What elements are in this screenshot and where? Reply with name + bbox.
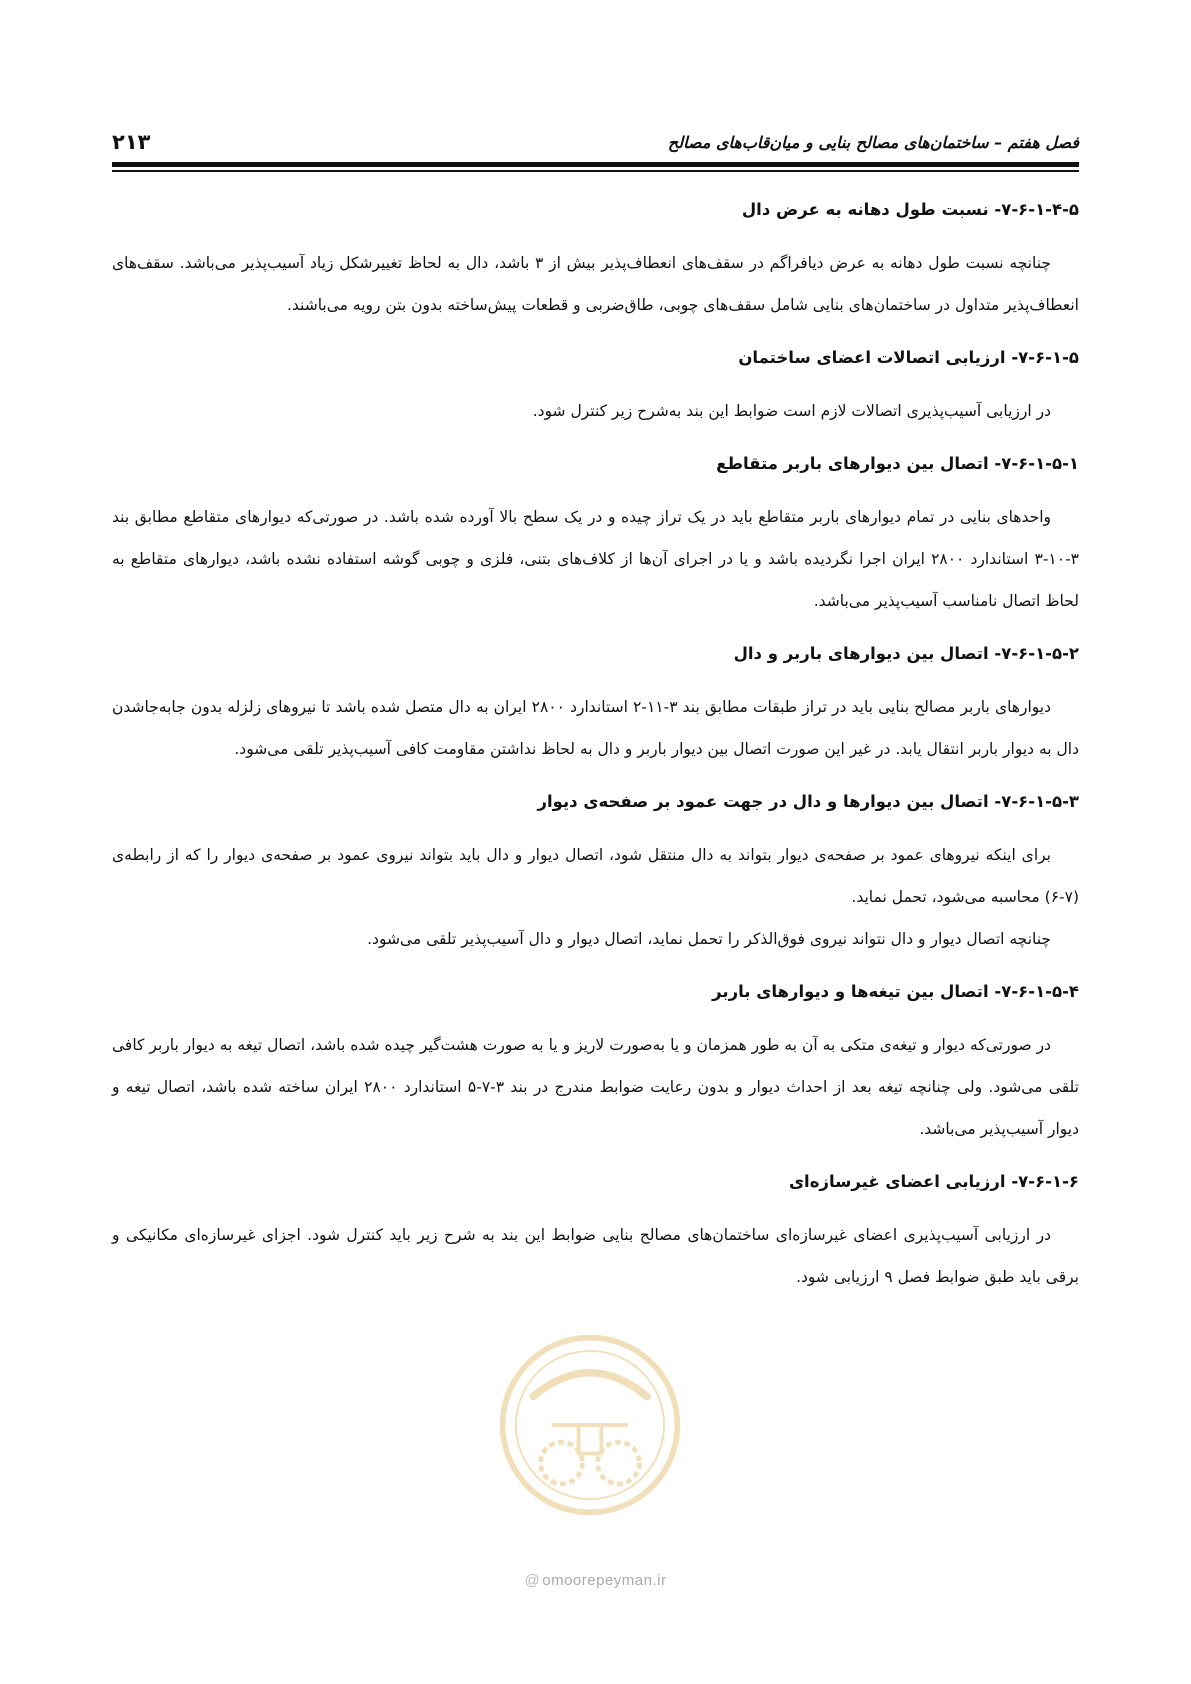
section-nonstructural (112, 1170, 1079, 1298)
paragraph: چنانچه اتصال دیوار و دال نتواند نیروی فوق‌الذکر را تحمل نماید، اتصال دیوار و دال آسیب‌پذیر تلقی می‌شود. (367, 930, 1051, 948)
paragraph: در ارزیابی آسیب‌پذیری اتصالات لازم است ضوابط این بند به‌شرح زیر کنترل شود. (532, 402, 1051, 420)
page-header (112, 124, 1079, 160)
section-heading: ۷-۶-۱-۴-۵- نسبت طول دهانه به عرض دال (741, 200, 1079, 219)
paragraph: برای اینکه نیروهای عمود بر صفحه‌ی دیوار بتواند به دال منتقل شود، اتصال دیوار و دال باید بتواند نیروی عمود بر صفحه‌ی دیوار را که از رابطه‌ی (۷-۶) محاسبه می‌شود، تحمل نماید. (112, 846, 1079, 906)
paragraph: در ارزیابی آسیب‌پذیری اعضای غیرسازه‌ای ساختمان‌های مصالح بنایی ضوابط این بند به شرح زیر باید کنترل شود. اجزای غیرسازه‌ای مکانیکی و برقی باید طبق ضوابط فصل ۹ ارزیابی شود. (112, 1226, 1079, 1286)
paragraph: واحدهای بنایی در تمام دیوارهای باربر متقاطع باید در یک تراز چیده و در یک سطح بالا آورده شده باشد. در صورتی‌که دیوارهای متقاطع مطابق بند ۳-۱۰-۳ استاندارد ۲۸۰۰ ایران اجرا نگردیده باشد و یا در اجرای آن‌ها از کلاف‌های بتنی، فلزی و چوبی گوشه استفاده نشده باشد، دیوارهای متقاطع به لحاظ اتصال نامناسب آسیب‌پذیر می‌باشد. (112, 508, 1079, 610)
section-heading: ۷-۶-۱-۵- ارزیابی اتصالات اعضای ساختمان (738, 348, 1079, 367)
section-heading: ۷-۶-۱-۵-۴- اتصال بین تیغه‌ها و دیوارهای باربر (712, 982, 1079, 1001)
section-cross-walls (112, 452, 1079, 622)
paragraph: چنانچه نسبت طول دهانه به عرض دیافراگم در سقف‌های انعطاف‌پذیر بیش از ۳ باشد، دال به لحاظ تغییرشکل زیاد آسیب‌پذیر می‌باشد. سقف‌های انعطاف‌پذیر متداول در ساختمان‌های بنایی شامل سقف‌های چوبی، طاق‌ضربی و قطعات پیش‌ساخته بدون بتن رویه می‌باشند. (112, 254, 1079, 314)
at-icon: @ (524, 1572, 541, 1589)
paragraph: دیوارهای باربر مصالح بنایی باید در تراز طبقات مطابق بند ۳-۱۱-۲ استاندارد ۲۸۰۰ ایران به دال متصل شده باشد تا نیروهای زلزله بدون جابه‌جاشدن دال به دیوار باربر انتقال یابد. در غیر این صورت اتصال بین دیوار باربر و دال به لحاظ نداشتن مقاومت کافی آسیب‌پذیر تلقی می‌شود. (112, 698, 1079, 758)
chapter-title: فصل هفتم – ساختمان‌های مصالح بنایی و میان‌قاب‌های مصالح (667, 132, 1079, 152)
section-out-of-plane (112, 790, 1079, 960)
page-number: ۲۱۳ (112, 130, 151, 154)
omoor-peyman-seal-icon (495, 1330, 685, 1520)
header-rule-thick (112, 162, 1079, 167)
section-partitions (112, 980, 1079, 1150)
section-wall-slab (112, 642, 1079, 770)
section-span-ratio (112, 198, 1079, 326)
section-heading: ۷-۶-۱-۶- ارزیابی اعضای غیرسازه‌ای (788, 1172, 1079, 1191)
paragraph: در صورتی‌که دیوار و تیغه‌ی متکی به آن به طور همزمان و یا به‌صورت لاریز و یا به صورت هشت‌گیر چیده شده باشد، اتصال تیغه به دیوار باربر کافی تلقی می‌شود. ولی چنانچه تیغه بعد از احداث دیوار و بدون رعایت ضوابط مندرج در بند ۳-۷-۵ استاندارد ۲۸۰۰ ایران ساخته شده باشد، اتصال تیغه و دیوار آسیب‌پذیر می‌باشد. (112, 1036, 1079, 1138)
header-rule-thin (112, 170, 1079, 172)
watermark-url-text: omoorepeyman.ir (542, 1572, 667, 1589)
section-heading: ۷-۶-۱-۵-۲- اتصال بین دیوارهای باربر و دال (733, 644, 1079, 663)
page-content (112, 198, 1079, 1318)
section-connections (112, 346, 1079, 432)
section-heading: ۷-۶-۱-۵-۱- اتصال بین دیوارهای باربر متقاطع (716, 454, 1079, 473)
section-heading: ۷-۶-۱-۵-۳- اتصال بین دیوارها و دال در جهت عمود بر صفحه‌ی دیوار (537, 792, 1079, 811)
watermark-url (0, 1572, 1191, 1589)
